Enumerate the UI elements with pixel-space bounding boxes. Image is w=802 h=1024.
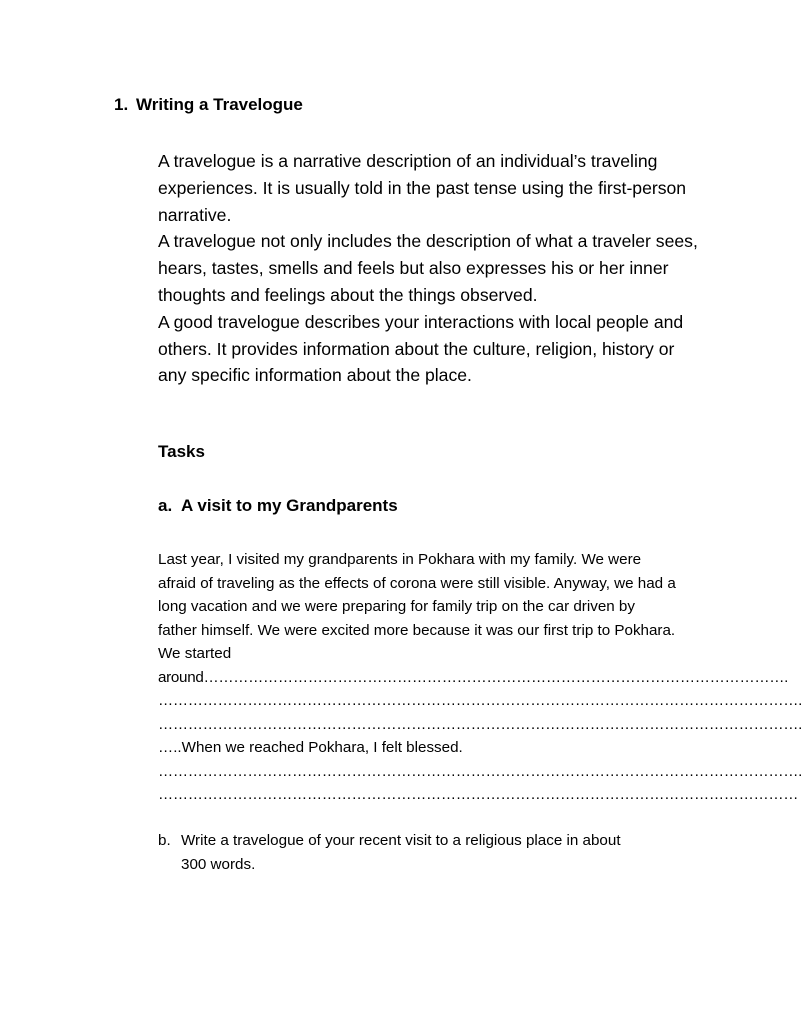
story-reached: …..When we reached Pokhara, I felt blessed.: [158, 739, 463, 756]
task-a-heading: [158, 496, 398, 516]
fill-in-line-5: …………………………………………………………………………………………………………………: [158, 786, 799, 803]
intro-paragraph-2: A travelogue not only includes the description of what a traveler sees, hears, tastes, smells and feels but also expresses his or her inner thoughts and feelings about the things observed.: [158, 231, 698, 305]
intro-text: [158, 148, 698, 389]
intro-paragraph-3: A good travelogue describes your interactions with local people and others. It provides information about the culture, religion, history or any specific information about the place.: [158, 311, 684, 386]
task-a-story: [158, 548, 802, 807]
section-heading: [114, 95, 303, 115]
fill-in-line-3: ………………………………………………………………………………………………………………….: [158, 715, 802, 733]
task-a-letter: a.: [158, 496, 173, 515]
story-started: We started: [158, 645, 232, 662]
fill-in-line-1: around……………………………………………………………………………………………………….: [158, 668, 789, 686]
intro-paragraph-1: A travelogue is a narrative description of an individual’s traveling experiences. It is usually told in the past tense using the first-person narrative.: [158, 151, 687, 225]
tasks-heading: Tasks: [158, 442, 205, 461]
task-b-letter: b.: [158, 832, 171, 849]
section-number: 1.: [114, 95, 129, 114]
section-title: Writing a Travelogue: [136, 95, 303, 114]
task-b-line-1: Write a travelogue of your recent visit to a religious place in about: [181, 832, 621, 849]
fill-in-line-2: ………………………………………………………………………………………………………………….: [158, 692, 802, 709]
story-paragraph: Last year, I visited my grandparents in Pokhara with my family. We were afraid of traveling as the effects of corona were still visible. Anyway, we had a long vacation and we were preparing for family trip on the car driven by father himself. We were excited more because it was our first trip to Pokhara.: [158, 551, 676, 639]
task-b: [158, 829, 678, 876]
fill-in-line-4: ………………………………………………………………………………………………………………….: [158, 762, 802, 780]
task-b-line-2: 300 words.: [181, 855, 256, 873]
task-a-title: A visit to my Grandparents: [181, 496, 398, 515]
